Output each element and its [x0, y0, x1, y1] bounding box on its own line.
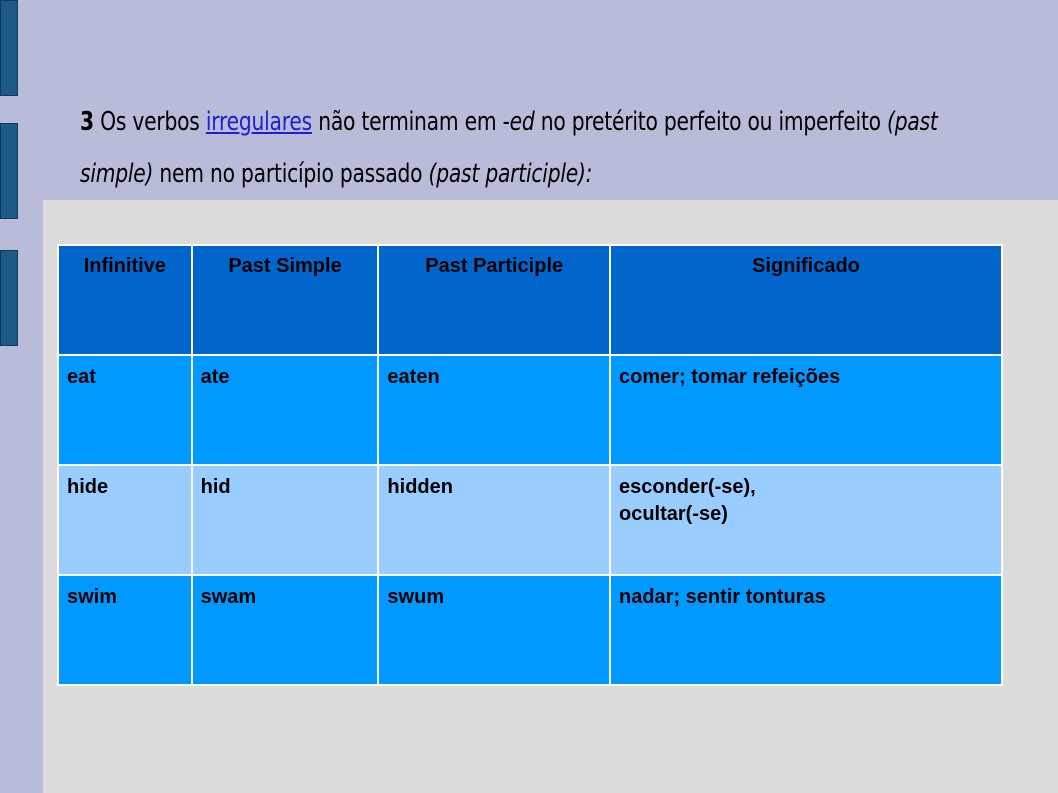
- table-row: [58, 575, 1002, 685]
- cell-meaning: [610, 465, 1002, 575]
- heading-past-participle-term: (past participle):: [428, 159, 593, 189]
- cell-infinitive: hide: [58, 465, 192, 575]
- slide-heading: [80, 96, 985, 200]
- heading-text-4: nem no particípio passado: [153, 159, 429, 189]
- cell-past-participle: swum: [378, 575, 610, 685]
- cell-past-simple: swam: [192, 575, 379, 685]
- meaning-line-2: ocultar(-se): [619, 503, 728, 525]
- cell-past-simple: ate: [192, 355, 379, 465]
- side-decoration-bar-2: [0, 123, 18, 219]
- cell-infinitive: swim: [58, 575, 192, 685]
- meaning-line-1: comer; tomar refeições: [619, 366, 841, 388]
- header-significado: Significado: [610, 245, 1002, 355]
- heading-text-2: não terminam em: [311, 107, 503, 137]
- irregular-verbs-table: [57, 244, 1003, 686]
- side-decoration-bar-1: [0, 0, 18, 96]
- cell-meaning: [610, 575, 1002, 685]
- cell-past-participle: hidden: [378, 465, 610, 575]
- table-header-row: [58, 245, 1002, 355]
- meaning-line-1: esconder(-se),: [619, 476, 756, 498]
- cell-past-simple: hid: [192, 465, 379, 575]
- cell-meaning: [610, 355, 1002, 465]
- table-row: [58, 465, 1002, 575]
- meaning-line-1: nadar; sentir tonturas: [619, 586, 826, 608]
- heading-ed-term: -ed: [502, 107, 535, 137]
- side-decoration-bar-3: [0, 250, 18, 346]
- cell-infinitive: eat: [58, 355, 192, 465]
- irregulares-link[interactable]: irregulares: [205, 107, 312, 137]
- heading-text-1: Os verbos: [100, 107, 206, 137]
- heading-past-simple-term: (past simple): [80, 107, 938, 189]
- heading-text-3: no pretérito perfeito ou imperfeito: [534, 107, 888, 137]
- table-row: [58, 355, 1002, 465]
- cell-past-participle: eaten: [378, 355, 610, 465]
- heading-number: 3: [80, 107, 94, 137]
- header-past-participle: Past Participle: [378, 245, 610, 355]
- header-past-simple: Past Simple: [192, 245, 379, 355]
- header-infinitive: Infinitive: [58, 245, 192, 355]
